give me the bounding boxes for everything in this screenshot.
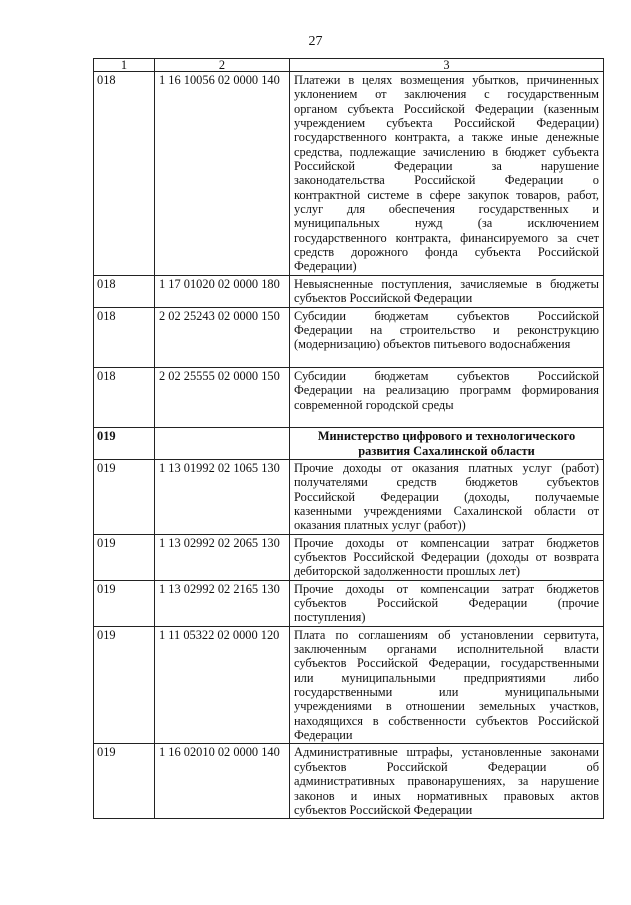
description-line: поступления) — [294, 610, 366, 625]
table-row — [94, 367, 604, 427]
description-line: учреждением субъекта Российской Федерации) — [294, 116, 599, 131]
description-line: Российской Федерации за нарушение — [294, 159, 599, 174]
description-line: законов и иных нормативных правовых актов — [294, 788, 599, 803]
description-line: Федерации) — [294, 259, 357, 274]
table-body — [94, 72, 604, 819]
description-line: уклонением от заключения с государственным — [294, 87, 599, 102]
budget-classification-code-cell: 1 16 02010 02 0000 140 — [155, 744, 290, 819]
column-number-1: 1 — [94, 59, 155, 72]
revenue-description-cell — [290, 72, 604, 276]
column-number-2: 2 — [155, 59, 290, 72]
budget-classification-code-cell: 1 13 02992 02 2165 130 — [155, 580, 290, 626]
table-header-row — [94, 59, 604, 72]
revenue-codes-table — [93, 58, 604, 819]
blank-line — [294, 352, 599, 366]
description-line: субъектов Российской Федерации об — [294, 759, 599, 774]
description-line: Плата по соглашениям об установлении сервитута, — [294, 627, 599, 642]
budget-classification-code-cell: 1 11 05322 02 0000 120 — [155, 626, 290, 744]
description-line: дебиторской задолженности прошлых лет) — [294, 564, 521, 579]
description-line: современной городской среды — [294, 397, 454, 412]
admin-code-cell: 018 — [94, 367, 155, 427]
admin-code-cell: 019 — [94, 428, 155, 460]
description-line: Прочие доходы от оказания платных услуг (работ) — [294, 460, 599, 475]
table-row — [94, 428, 604, 460]
revenue-description-cell — [290, 367, 604, 427]
revenue-description-cell — [290, 626, 604, 744]
description-line: оказания платных услуг (работ)) — [294, 518, 466, 533]
description-line: субъектов Российской Федерации — [294, 291, 473, 306]
admin-code-cell: 019 — [94, 459, 155, 534]
description-line: Невыясненные поступления, зачисляемые в бюджеты — [294, 276, 599, 291]
description-line: (модернизацию) объектов питьевого водоснабжения — [294, 337, 571, 352]
description-line: заключенным органами исполнительной власти — [294, 642, 599, 657]
budget-classification-code-cell — [155, 428, 290, 460]
description-line: Федерации на реализацию программ формирования — [294, 383, 599, 398]
description-line: средств дорожного фонда субъекта Российской — [294, 245, 599, 260]
revenue-description-cell — [290, 275, 604, 307]
description-line: Федерации на строительство и реконструкцию — [294, 322, 599, 337]
admin-code-cell: 019 — [94, 534, 155, 580]
blank-line — [294, 412, 599, 426]
admin-code-cell: 018 — [94, 307, 155, 367]
budget-classification-code-cell: 1 16 10056 02 0000 140 — [155, 72, 290, 276]
admin-code-cell: 019 — [94, 744, 155, 819]
description-line: Платежи в целях возмещения убытков, причиненных — [294, 73, 599, 87]
description-line: получателями средств бюджетов субъектов — [294, 475, 599, 490]
description-line: или муниципальными предприятиями либо — [294, 670, 599, 685]
description-line: развития Сахалинской области — [358, 443, 535, 458]
revenue-description-cell — [290, 534, 604, 580]
description-line: муниципальных нужд (за исключением — [294, 216, 599, 231]
column-number-3: 3 — [290, 59, 604, 72]
description-line: субъектов Российской Федерации (доходы от возврата — [294, 550, 599, 564]
table-row — [94, 459, 604, 534]
table-row — [94, 580, 604, 626]
description-line: Министерство цифрового и технологического — [317, 429, 576, 444]
description-line: субъектов Российской Федерации — [294, 802, 473, 817]
description-line: услуг для обеспечения государственных и — [294, 202, 599, 217]
description-line: государственного контракта, а также иные денежные — [294, 130, 599, 145]
table-row — [94, 534, 604, 580]
description-line: средства, подлежащие зачислению в бюджет субъекта — [294, 144, 599, 159]
description-line: находящихся в собственности субъектов Российской — [294, 713, 599, 728]
description-line: органом субъекта Российской Федерации (казенным — [294, 101, 599, 116]
description-line: контрактной системе в сфере закупок товаров, работ, — [294, 187, 599, 202]
revenue-description-cell — [290, 307, 604, 367]
budget-classification-code-cell: 1 13 02992 02 2065 130 — [155, 534, 290, 580]
revenue-description-cell — [290, 744, 604, 819]
revenue-description-cell — [290, 580, 604, 626]
description-line: государственного контракта, финансируемого за счет — [294, 230, 599, 245]
description-line: законодательства Российской Федерации о — [294, 173, 599, 188]
description-line: казенными учреждениями Сахалинской области от — [294, 503, 599, 518]
budget-classification-code-cell: 1 13 01992 02 1065 130 — [155, 459, 290, 534]
description-line: субъектов Российской Федерации, государственными — [294, 656, 599, 671]
table-row — [94, 72, 604, 276]
revenue-description-cell — [290, 428, 604, 460]
description-line: Федерации — [294, 728, 353, 743]
admin-code-cell: 019 — [94, 626, 155, 744]
admin-code-cell: 018 — [94, 72, 155, 276]
description-line: Субсидии бюджетам субъектов Российской — [294, 308, 599, 323]
budget-classification-code-cell: 1 17 01020 02 0000 180 — [155, 275, 290, 307]
page-number: 27 — [308, 34, 323, 49]
table-row — [94, 275, 604, 307]
description-line: Прочие доходы от компенсации затрат бюджетов — [294, 535, 599, 550]
table-row — [94, 744, 604, 819]
description-line: учреждениями в отношении земельных участков, — [294, 699, 599, 714]
description-line: субъектов Российской Федерации (прочие — [294, 596, 599, 611]
description-line: Российской Федерации (доходы, получаемые — [294, 489, 599, 504]
description-line: Прочие доходы от компенсации затрат бюджетов — [294, 581, 599, 596]
table-row — [94, 307, 604, 367]
description-line: государственными или муниципальными — [294, 685, 599, 700]
admin-code-cell: 018 — [94, 275, 155, 307]
description-line: административных правонарушениях, за нарушение — [294, 774, 599, 789]
description-line: Административные штрафы, установленные законами — [294, 745, 599, 760]
budget-classification-code-cell: 2 02 25555 02 0000 150 — [155, 367, 290, 427]
admin-code-cell: 019 — [94, 580, 155, 626]
revenue-description-cell — [290, 459, 604, 534]
budget-classification-code-cell: 2 02 25243 02 0000 150 — [155, 307, 290, 367]
table-row — [94, 626, 604, 744]
description-line: Субсидии бюджетам субъектов Российской — [294, 368, 599, 383]
